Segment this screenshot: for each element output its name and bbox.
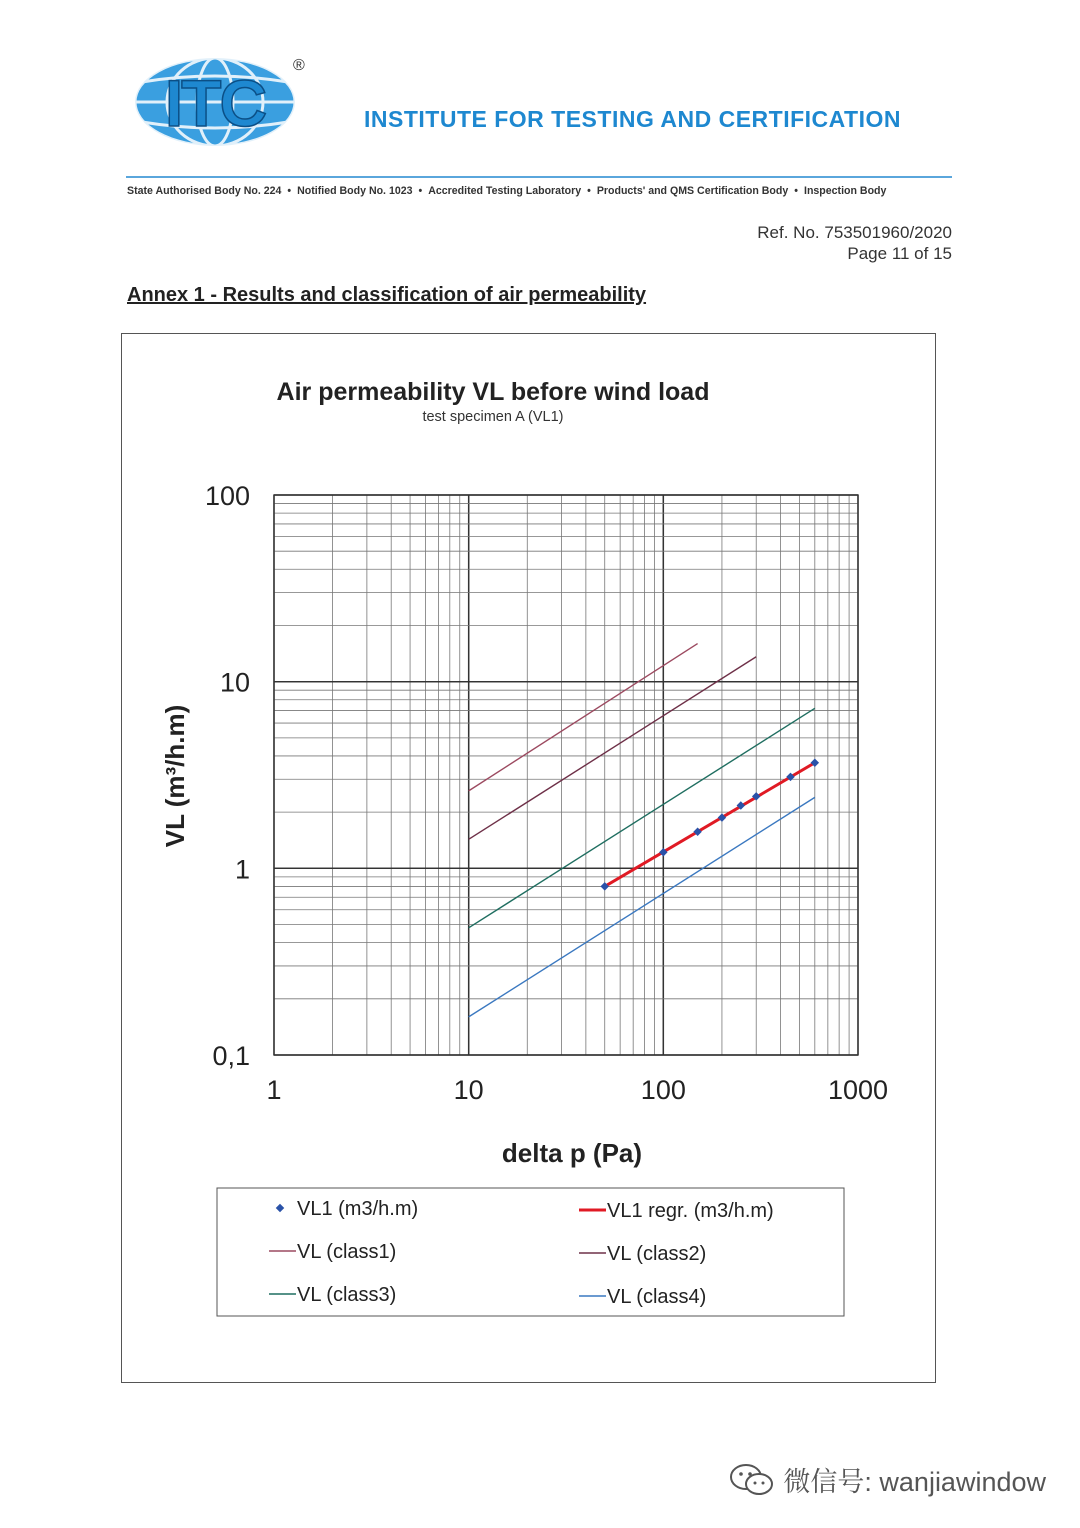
credential-notified-body: Notified Body No. 1023 — [297, 185, 413, 197]
y-axis-label: VL (m³/h.m) — [160, 704, 190, 848]
legend-label: VL1 (m3/h.m) — [297, 1198, 419, 1220]
annex-heading: Annex 1 - Results and classification of air permeability — [127, 284, 647, 306]
y-tick-label: 100 — [204, 481, 250, 511]
legend-label: VL1 regr. (m3/h.m) — [607, 1200, 774, 1222]
legend-label: VL (class2) — [607, 1243, 707, 1265]
x-tick-label: 10 — [453, 1075, 484, 1105]
chart-subtitle: test specimen A (VL1) — [422, 409, 564, 425]
registered-mark: ® — [293, 57, 305, 74]
y-tick-label: 1 — [234, 854, 250, 885]
axes — [205, 481, 888, 1105]
y-tick-label: 10 — [219, 667, 250, 698]
x-tick-label: 1 — [266, 1075, 282, 1105]
credential-inspection-body: Inspection Body — [804, 185, 887, 197]
x-axis-label: delta p (Pa) — [501, 1138, 643, 1168]
credential-accredited-lab: Accredited Testing Laboratory — [428, 185, 582, 197]
watermark — [729, 1460, 1046, 1499]
reference-block — [757, 222, 952, 264]
credential-separator: • — [418, 185, 423, 197]
legend-label: VL (class4) — [607, 1286, 707, 1308]
credential-separator: • — [794, 185, 798, 197]
plot-border — [274, 495, 858, 1055]
organization-title: INSTITUTE FOR TESTING AND CERTIFICATION — [364, 106, 901, 132]
credential-state-authorised: State Authorised Body No. 224 — [127, 185, 282, 197]
wechat-icon — [729, 1463, 775, 1497]
itc-logo — [130, 52, 310, 152]
x-tick-label: 1000 — [827, 1075, 889, 1105]
globe-logo-icon — [130, 52, 310, 152]
credential-separator: • — [287, 185, 292, 197]
series-line-4 — [469, 708, 815, 928]
reference-number: Ref. No. 753501960/2020 — [757, 223, 952, 242]
y-tick-label: 0,1 — [212, 1041, 250, 1071]
legend — [217, 1188, 844, 1316]
header-divider — [126, 176, 952, 178]
series-line-5 — [469, 797, 815, 1017]
page-number: Page 11 of 15 — [847, 244, 952, 263]
x-tick-label: 100 — [640, 1075, 686, 1105]
legend-label: VL (class3) — [297, 1284, 397, 1306]
air-permeability-chart — [121, 333, 936, 1383]
grid — [274, 495, 858, 1055]
legend-label: VL (class1) — [297, 1241, 397, 1263]
watermark-text: 微信号: wanjiawindow — [783, 1467, 1046, 1497]
logo-text: ITC — [164, 66, 266, 140]
credential-certification-body: Products' and QMS Certification Body — [596, 185, 789, 197]
credential-separator: • — [587, 185, 591, 197]
chart-title: Air permeability VL before wind load — [276, 378, 710, 406]
credentials-line — [127, 185, 886, 197]
